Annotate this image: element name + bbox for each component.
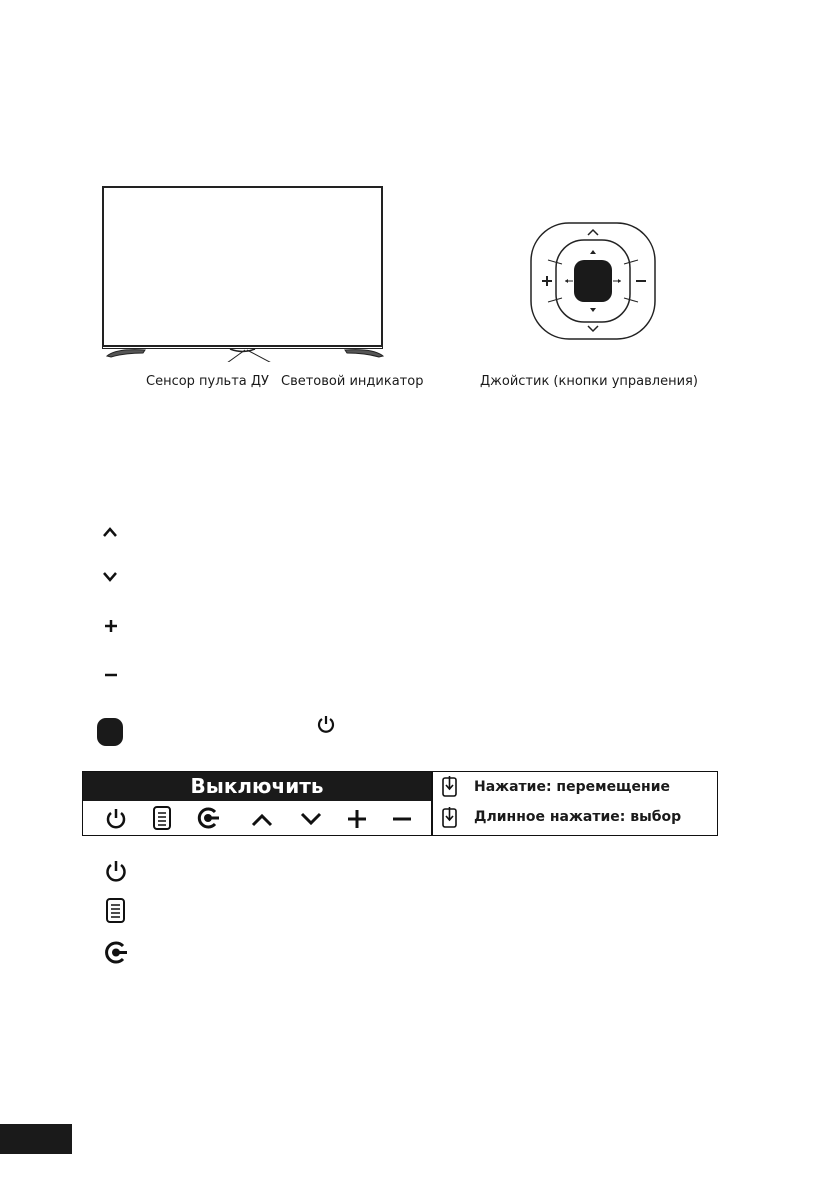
power-icon [316, 714, 336, 734]
page-number-tab [0, 1124, 72, 1154]
plus-icon [104, 619, 118, 633]
bottom-input-source-icon [104, 941, 128, 965]
press-hint-icon [442, 776, 458, 798]
menu-icons [83, 801, 431, 835]
bottom-menu-icon [106, 898, 126, 924]
tv-screen [102, 186, 383, 347]
bottom-power-icon [104, 859, 128, 883]
menu-down-chevron-icon [302, 814, 320, 823]
menu-up-chevron-icon [253, 816, 271, 825]
long-press-hint-icon [442, 807, 458, 829]
up-chevron-icon [102, 525, 118, 539]
menu-power-icon [108, 809, 124, 827]
menu-menu-icon [154, 807, 170, 829]
tv-stands [95, 340, 395, 362]
press-hint-text: Нажатие: перемещение [474, 779, 671, 795]
menu-divider [431, 772, 433, 835]
menu-plus-icon [348, 810, 366, 828]
tv-menu-bar [82, 771, 718, 836]
center-button-icon [96, 717, 124, 747]
indicator-caption: Световой индикатор [281, 374, 424, 389]
joystick-caption: Джойстик (кнопки управления) [480, 374, 698, 389]
minus-icon [104, 668, 118, 682]
remote-sensor-caption: Сенсор пульта ДУ [146, 374, 269, 389]
menu-title: Выключить [83, 772, 431, 801]
menu-input-source-icon [199, 809, 219, 827]
joystick-diagram [528, 220, 658, 342]
long-press-hint-text: Длинное нажатие: выбор [474, 809, 682, 825]
down-chevron-icon [102, 570, 118, 584]
